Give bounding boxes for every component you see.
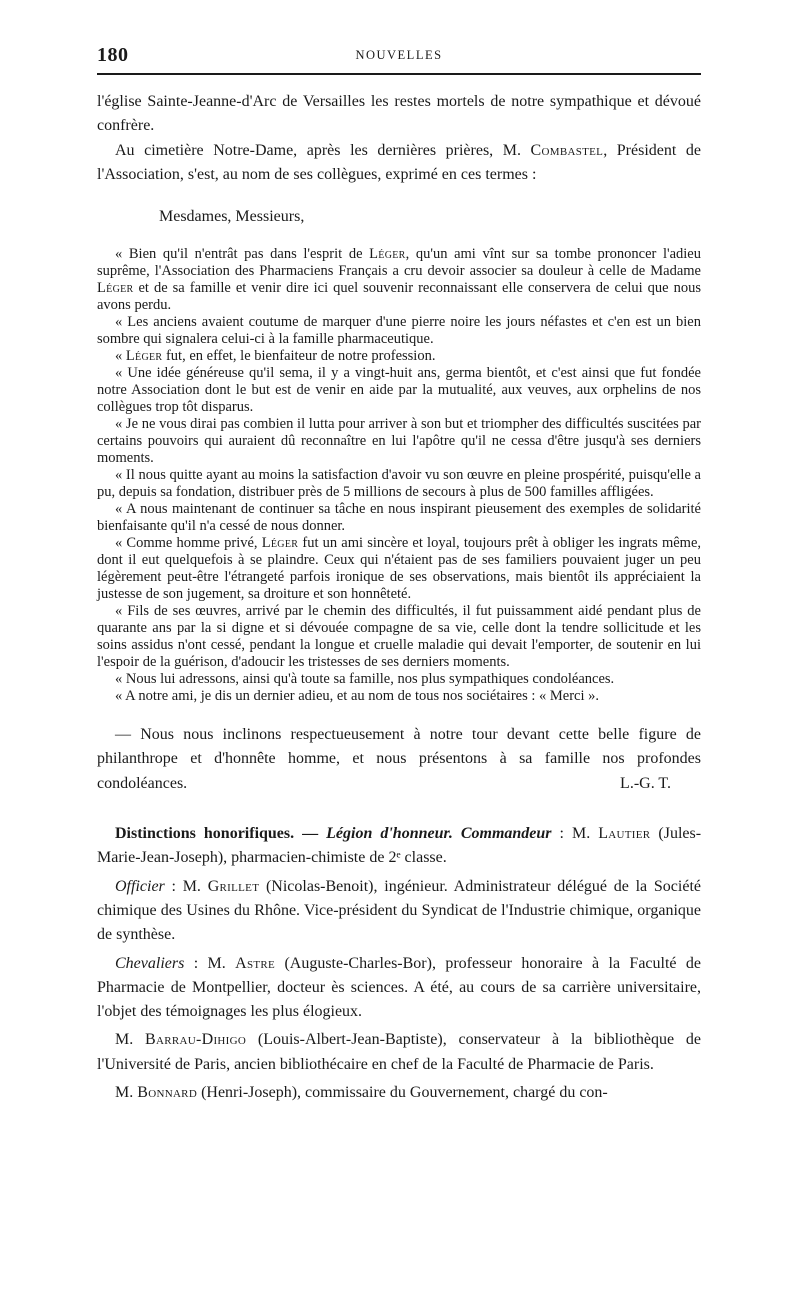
text-run: : M. bbox=[184, 954, 236, 972]
section-heading: Distinctions honorifiques. bbox=[115, 825, 295, 843]
person-name: Léger bbox=[125, 348, 163, 365]
honours-officier bbox=[97, 875, 701, 948]
text-run: , Président de l'Association, s'est, au nom de ses collègues, exprimé en ces termes : bbox=[97, 141, 701, 183]
text-run: M. bbox=[115, 1031, 145, 1049]
text-run: « Bien qu'il n'entrât pas dans l'esprit de bbox=[115, 246, 370, 263]
person-name: Grillet bbox=[207, 877, 260, 895]
text-run: : M. bbox=[551, 825, 599, 843]
speech-paragraph: « Je ne vous dirai pas combien il lutta pour arriver à son but et triompher des difficultés suscitées par certains pouvoirs qui auraient dû reconnaître en lui l'apôtre qu'il ne cessa d'être jusqu'à ses derniers moments. bbox=[97, 416, 701, 467]
closing-paragraph bbox=[97, 723, 701, 796]
person-name: Bonnard bbox=[137, 1084, 198, 1102]
section-subheading: Légion d'honneur. Commandeur bbox=[326, 825, 552, 843]
text-run: (Auguste-Charles-Bor), professeur honoraire à la Faculté de Pharmacie de Montpellier, docteur ès sciences. A été, au cours de sa carrière universitaire, l'objet des témoignages les plus élogieux. bbox=[97, 954, 701, 1021]
text-run: (Jules-Marie-Jean-Joseph), pharmacien-chimiste de 2ᵉ classe. bbox=[97, 825, 702, 867]
honours-chevaliers bbox=[97, 952, 701, 1025]
person-name: Astre bbox=[235, 954, 276, 972]
speech-paragraph: « Une idée généreuse qu'il sema, il y a vingt-huit ans, germa bientôt, et c'est ainsi que fut fondée notre Association dont le but est de venir en aide par la mutualité, aux veuves, aux orphelins de nos collègues trop tôt disparus. bbox=[97, 365, 701, 416]
person-name: Barrau-Dihigo bbox=[145, 1031, 247, 1049]
honours-commandeur bbox=[97, 822, 701, 871]
speech-paragraph bbox=[97, 348, 701, 365]
header-rule bbox=[97, 73, 701, 75]
closing-note bbox=[97, 723, 701, 796]
speech-paragraph: « Les anciens avaient coutume de marquer d'une pierre noire les jours néfastes et c'en est un bien sombre qui signalera celui-ci à la famille pharmaceutique. bbox=[97, 314, 701, 348]
speech-paragraph: « A nous maintenant de continuer sa tâche en nous inspirant pieusement des exemples de solidarité bienfaisante qu'il n'a cessé de nous donner. bbox=[97, 501, 701, 535]
text-run: (Louis-Albert-Jean-Baptiste), conservateur à la bibliothèque de l'Université de Paris, ancien bibliothécaire en chef de la Faculté de Pharmacie de Paris. bbox=[97, 1031, 702, 1073]
speech bbox=[97, 246, 701, 705]
closing-text: — Nous nous inclinons respectueusement à notre tour devant cette belle figure de philanthrope et d'honnête homme, et nous présentons à sa famille nos profondes condoléances. bbox=[97, 726, 701, 792]
speech-paragraph bbox=[97, 535, 701, 603]
text-run: « bbox=[115, 348, 126, 365]
person-name: Léger bbox=[369, 246, 406, 263]
page-header bbox=[97, 44, 701, 70]
salutation: Mesdames, Messieurs, bbox=[159, 208, 305, 226]
text-run: — bbox=[294, 825, 327, 843]
text-run: et de sa famille et venir dire ici quel souvenir reconnaissant elle conservera de celui que nous avons perdu. bbox=[97, 280, 701, 314]
speech-paragraph: « Il nous quitte ayant au moins la satisfaction d'avoir vu son œuvre en pleine prospérité, puisqu'elle a pu, depuis sa fondation, distribuer près de 5 millions de secours à plus de 500 familles affligées. bbox=[97, 467, 701, 501]
speech-paragraph: « Fils de ses œuvres, arrivé par le chemin des difficultés, il fut puissamment aidé pendant plus de quarante ans par la si digne et si dévouée compagne de sa vie, celle dont la tendre sollicitude et les soins assidus n'ont cessé, pendant la longue et cruelle maladie qui devait l'emporter, de soutenir en lui l'espoir de la guérison, d'adoucir les tristesses de ses derniers moments. bbox=[97, 603, 701, 671]
honours-entry bbox=[97, 1081, 701, 1105]
text-run: , qu'un ami vînt sur sa tombe prononcer l'adieu suprême, l'Association des Pharmaciens Français a cru devoir associer sa douleur à celle de Madame bbox=[97, 246, 701, 280]
person-name: Léger bbox=[97, 280, 134, 297]
intro-paragraph-1: l'église Sainte-Jeanne-d'Arc de Versailles les restes mortels de notre sympathique et dévoué confrère. bbox=[97, 93, 701, 135]
speech-paragraph bbox=[97, 246, 701, 314]
body-text bbox=[97, 90, 701, 1105]
honours-entry bbox=[97, 1028, 701, 1077]
text-run: fut un ami sincère et loyal, toujours prêt à obliger les ingrats même, dont il eut quelquefois à se plaindre. Ceux qui n'étaient pas de ses familiers pouvaient juger un peu légèrement peut-être l'étrangeté parfois ironique de ses observations, mais bientôt ils appréciaient la justesse de son jugement, sa droiture et son honnêteté. bbox=[97, 535, 701, 603]
text-run: (Henri-Joseph), commissaire du Gouvernement, chargé du con- bbox=[197, 1084, 608, 1102]
person-name: Léger bbox=[261, 535, 299, 552]
author-initials: L.-G. T. bbox=[620, 774, 671, 792]
honours-section bbox=[97, 822, 701, 1105]
rank-label: Chevaliers bbox=[115, 954, 185, 972]
text-run: « Comme homme privé, bbox=[115, 535, 262, 552]
text-run: (Nicolas-Benoit), ingénieur. Administrateur délégué de la Société chimique des Usines du Rhône. Vice-président du Syndicat de l'Industrie chimique, organique de synthèse. bbox=[97, 877, 702, 944]
page-number: 180 bbox=[97, 44, 129, 66]
speech-paragraph: « A notre ami, je dis un dernier adieu, et au nom de tous nos sociétaires : « Merci ». bbox=[115, 688, 600, 705]
text-run: fut, en effet, le bienfaiteur de notre profession. bbox=[162, 348, 436, 365]
person-name: Lautier bbox=[598, 825, 651, 843]
speech-paragraph: « Nous lui adressons, ainsi qu'à toute sa famille, nos plus sympathiques condoléances. bbox=[115, 671, 615, 688]
rank-label: Officier bbox=[115, 877, 165, 895]
intro-paragraph-2 bbox=[97, 139, 701, 188]
text-run: Au cimetière Notre-Dame, après les dernières prières, M. bbox=[115, 141, 531, 159]
person-name: Combastel bbox=[530, 141, 604, 159]
running-title: NOUVELLES bbox=[355, 48, 443, 62]
text-run: M. bbox=[115, 1084, 138, 1102]
text-run: : M. bbox=[164, 877, 208, 895]
